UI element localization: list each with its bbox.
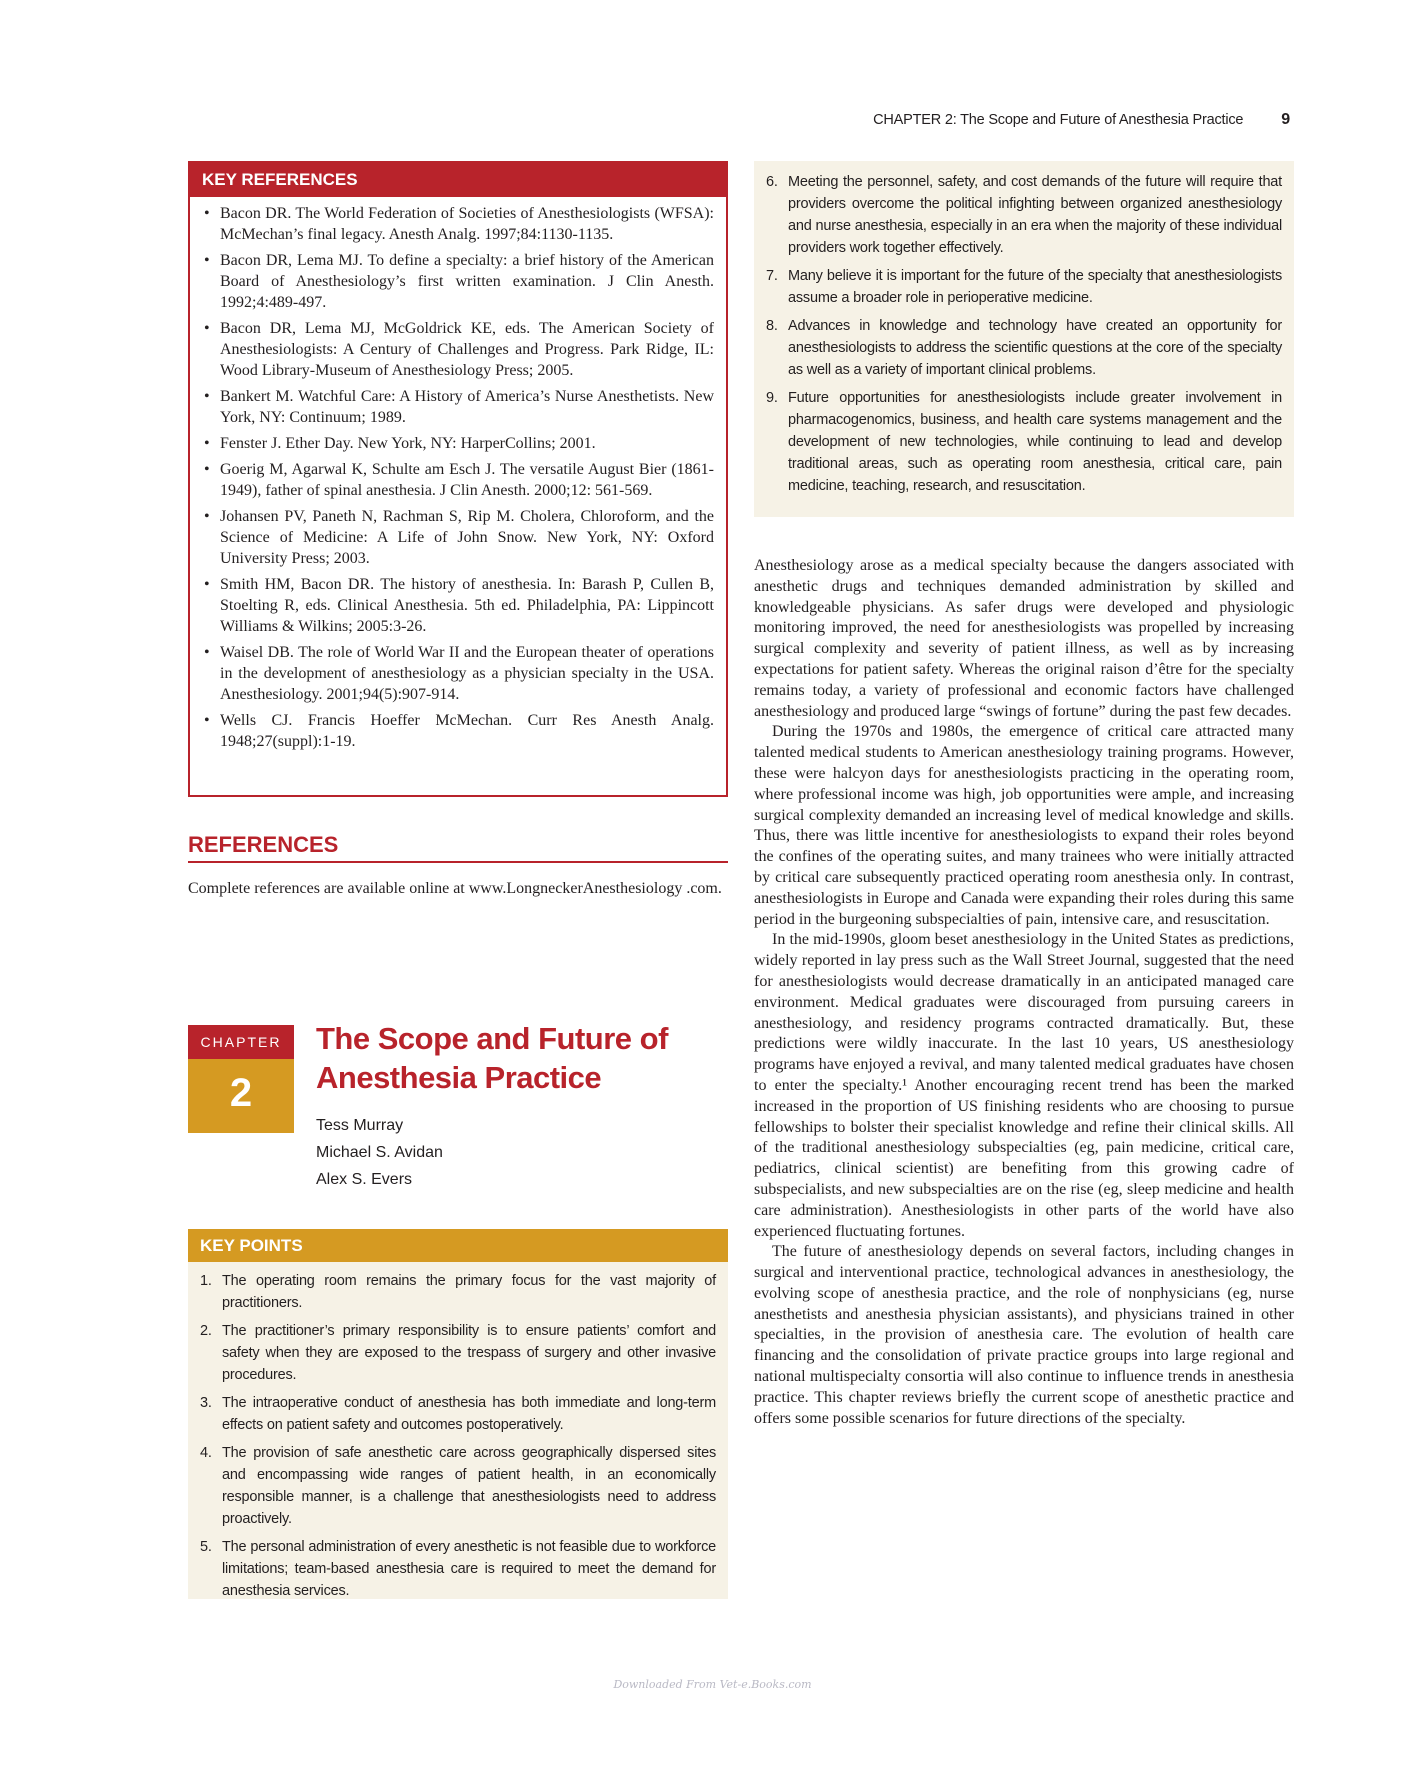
key-points-list (188, 1262, 728, 1602)
key-point-text: The personal administration of every anesthetic is not feasible due to workforce limitations; team-based anesthesia care is required to meet the demand for anesthesia services. (222, 1539, 716, 1599)
running-head-title: CHAPTER 2: The Scope and Future of Anesthesia Practice (873, 112, 1244, 128)
key-point-item (766, 265, 1282, 309)
reference-item: • Bacon DR, Lema MJ, McGoldrick KE, eds. The American Society of Anesthesiologists: A Century of Challenges and Progress. Park Ridge, IL: Wood Library-Museum of Anesthesiology Press; 2005. (204, 318, 714, 381)
page-number: 9 (1281, 111, 1290, 128)
author-list (316, 1112, 443, 1193)
key-point-text: Advances in knowledge and technology have created an opportunity for anesthesiologists to address the scientific questions at the core of the specialty as well as a variety of important clinical problems. (788, 318, 1282, 378)
key-point-text: Future opportunities for anesthesiologists include greater involvement in pharmacogenomics, business, and health care systems management and the development of new technologies, while continuing to lead and develop traditional areas, such as operating room anesthesia, critical care, pain medicine, teaching, research, and resuscitation. (788, 390, 1282, 494)
key-point-text: Many believe it is important for the future of the specialty that anesthesiologists assume a broader role in perioperative medicine. (788, 268, 1282, 306)
reference-item: • Goerig M, Agarwal K, Schulte am Esch J. The versatile August Bier (1861-1949), father of spinal anesthesia. J Clin Anesth. 2000;12: 561-569. (204, 459, 714, 501)
reference-item: • Bacon DR, Lema MJ. To define a specialty: a brief history of the American Board of Anesthesiology’s first written examination. J Clin Anesth. 1992;4:489-497. (204, 250, 714, 313)
key-point-text: The provision of safe anesthetic care across geographically dispersed sites and encompassing wide ranges of patient health, in an economically responsible manner, is a challenge that anesthesiologists need to address proactively. (222, 1445, 716, 1527)
reference-item: • Bacon DR. The World Federation of Societies of Anesthesiologists (WFSA): McMechan’s final legacy. Anesth Analg. 1997;84:1130-1135. (204, 203, 714, 245)
key-point-number: 9. (766, 390, 778, 406)
key-point-number: 4. (200, 1445, 212, 1461)
key-point-item (200, 1320, 716, 1386)
chapter-number: 2 (229, 1071, 253, 1115)
key-references-title: KEY REFERENCES (190, 163, 726, 197)
references-heading: REFERENCES (188, 832, 728, 863)
key-point-item (200, 1536, 716, 1602)
key-point-item (200, 1392, 716, 1436)
author-name: Alex S. Evers (316, 1171, 413, 1188)
key-point-text: Meeting the personnel, safety, and cost demands of the future will require that providers overcome the political infighting between organized anesthesiology and nurse anesthesia, especially in an era when the majority of these individual providers work together effectively. (788, 174, 1282, 256)
chapter-title: The Scope and Future of Anesthesia Practice (316, 1021, 668, 1095)
key-point-number: 7. (766, 268, 778, 284)
key-point-item (200, 1270, 716, 1314)
references-note: Complete references are available online at www.LongneckerAnesthesiology .com. (188, 880, 722, 897)
key-points-continued-box (754, 161, 1294, 517)
key-point-number: 8. (766, 318, 778, 334)
key-point-text: The intraoperative conduct of anesthesia has both immediate and long-term effects on patient safety and outcomes postoperatively. (222, 1395, 716, 1433)
key-points-title: KEY POINTS (188, 1229, 728, 1262)
key-point-text: The operating room remains the primary focus for the vast majority of practitioners. (222, 1273, 716, 1311)
key-point-number: 2. (200, 1323, 212, 1339)
key-point-number: 5. (200, 1539, 212, 1555)
reference-item: • Wells CJ. Francis Hoeffer McMechan. Curr Res Anesth Analg. 1948;27(suppl):1-19. (204, 710, 714, 752)
reference-item: • Waisel DB. The role of World War II and the European theater of operations in the development of anesthesiology as a physician specialty in the USA. Anesthesiology. 2001;94(5):907-914. (204, 642, 714, 705)
reference-item: • Fenster J. Ether Day. New York, NY: HarperCollins; 2001. (204, 433, 714, 454)
author-name: Michael S. Avidan (316, 1144, 443, 1161)
body-paragraph: In the mid-1990s, gloom beset anesthesiology in the United States as predictions, widely reported in lay press such as the Wall Street Journal, suggested that the need for anesthesiologists would decrease dramatically in an anticipated managed care environment. Medical graduates were discouraged from pursuing careers in anesthesiology, and residency programs contracted dramatically. But, these predictions were wildly inaccurate. In the last 10 years, US anesthesiology programs have enjoyed a revival, and many talented medical graduates have chosen to enter the specialty.¹ Another encouraging recent trend has been the marked increased in the proportion of US finishing residents who are choosing to pursue fellowships to bolster their specialist knowledge and refine their clinical skills. All of the traditional anesthesiology subspecialties (eg, pain medicine, critical care, pediatrics, clinical scientist) are benefiting from this growing cadre of subspecialists, and new subspecialties are on the rise (eg, sleep medicine and health care administration). Anesthesiologists in other parts of the world have also experienced fluctuating fortunes. (754, 931, 1294, 1240)
body-paragraph: Anesthesiology arose as a medical specialty because the dangers associated with anesthetic drugs and techniques demanded administration by skilled and knowledgeable physicians. As safer drugs were developed and physiologic monitoring improved, the need for anesthesiologists was propelled by increasing surgical complexity and severity of patient illness, as well as by increasing expectations for patient safety. Whereas the original raison d’être for the specialty remains today, a variety of professional and economic factors have challenged anesthesiology and produced large “swings of fortune” during the past few decades. (754, 557, 1294, 720)
key-point-item (766, 171, 1282, 259)
key-references-box (188, 161, 728, 797)
body-paragraph: The future of anesthesiology depends on several factors, including changes in surgical and interventional practice, technological advances in anesthesiology, the evolving scope of anesthesia practice, and the role of nonphysicians (eg, nurse anesthetists and anesthesia physician assistants), and physicians trained in other specialties, in the provision of anesthesia care. The evolution of health care financing and the consolidation of private practice groups into large regional and national multispecialty consortia will also continue to influence trends in anesthesia practice. This chapter reviews briefly the current scope of anesthetic practice and offers some possible scenarios for future directions of the specialty. (754, 1243, 1294, 1427)
footer-watermark: Downloaded From Vet-e.Books.com (613, 1678, 812, 1691)
key-point-number: 6. (766, 174, 778, 190)
chapter-badge (188, 1025, 294, 1133)
reference-item: • Bankert M. Watchful Care: A History of America’s Nurse Anesthetists. New York, NY: Continuum; 1989. (204, 386, 714, 428)
key-point-number: 1. (200, 1273, 212, 1289)
key-points-list (754, 161, 1294, 497)
key-point-text: The practitioner’s primary responsibility is to ensure patients’ comfort and safety when they are exposed to the trespass of surgery and other invasive procedures. (222, 1323, 716, 1383)
chapter-label: CHAPTER (188, 1025, 294, 1059)
body-text (754, 556, 1294, 1429)
body-paragraph: During the 1970s and 1980s, the emergence of critical care attracted many talented medical students to American anesthesiology training programs. However, these were halcyon days for anesthesiologists practicing in the operating room, where professional income was high, job opportunities were ample, and increasing surgical complexity demanded an increasing level of medical knowledge and skills. Thus, there was little incentive for anesthesiologists to expand their roles beyond the confines of the operating suites, and many trainees who were initially attracted by critical care subsequently practiced operating room anesthesia only. In contrast, anesthesiologists in Europe and Canada were expanding their roles during this same period in the burgeoning subspecialties of pain, intensive care, and resuscitation. (754, 723, 1294, 928)
key-references-list (190, 203, 726, 752)
reference-item: • Johansen PV, Paneth N, Rachman S, Rip M. Cholera, Chloroform, and the Science of Medicine: A Life of John Snow. New York, NY: Oxford University Press; 2003. (204, 506, 714, 569)
key-point-item (766, 315, 1282, 381)
author-name: Tess Murray (316, 1117, 404, 1134)
reference-item: • Smith HM, Bacon DR. The history of anesthesia. In: Barash P, Cullen B, Stoelting R, eds. Clinical Anesthesia. 5th ed. Philadelphia, PA: Lippincott Williams & Wilkins; 2005:3-26. (204, 574, 714, 637)
running-head (0, 111, 1290, 129)
key-point-item (200, 1442, 716, 1530)
key-points-box (188, 1229, 728, 1599)
key-point-number: 3. (200, 1395, 212, 1411)
key-point-item (766, 387, 1282, 497)
